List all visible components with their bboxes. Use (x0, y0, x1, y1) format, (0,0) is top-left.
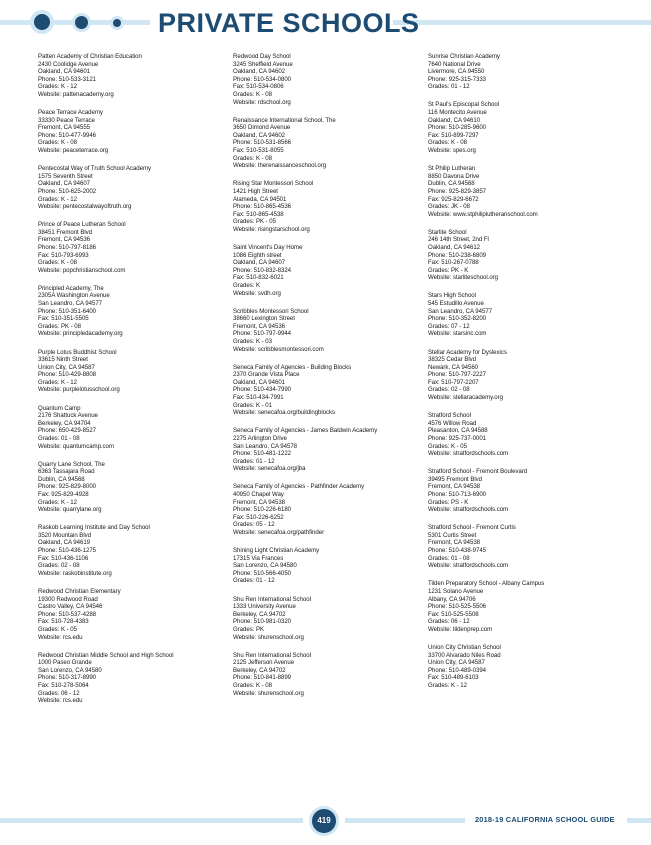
school-detail: Phone: 510-797-9944 (233, 330, 292, 338)
school-detail: Phone: 510-317-8990 (38, 674, 97, 682)
school-detail: 1421 High Street (233, 187, 278, 195)
school-detail: Dublin, CA 94568 (38, 475, 85, 483)
school-detail: 40950 Chapel Way (233, 491, 284, 498)
school-entry (38, 405, 228, 451)
school-detail: 38451 Fremont Blvd (38, 228, 92, 236)
school-detail: Grades: PS - K (428, 498, 469, 506)
school-entry (428, 165, 618, 218)
school-detail: Website: senecafoa.org/pathfinder (233, 528, 325, 536)
school-detail: 7640 National Drive (428, 60, 481, 68)
school-detail: Fremont, CA 94555 (38, 124, 90, 132)
school-name: Tilden Preparatory School - Albany Campus (428, 580, 545, 588)
school-detail: Grades: 02 - 08 (38, 562, 80, 570)
school-name: Stellar Academy for Dyslexics (428, 348, 507, 356)
school-detail: 545 Estudillo Avenue (428, 300, 484, 308)
school-detail: Oakland, CA 94619 (38, 539, 91, 547)
school-detail: Website: senecafoa.org/jba (233, 465, 306, 473)
school-detail: 6363 Tassajara Road (38, 468, 95, 476)
school-name: Starlite School (428, 228, 467, 236)
school-detail: Phone: 510-797-2227 (428, 371, 487, 379)
school-detail: Phone: 510-981-0320 (233, 618, 292, 626)
school-detail: Website: risingstarschool.org (233, 225, 310, 233)
school-detail: Fremont, CA 94536 (233, 322, 285, 330)
school-name: Raskob Learning Institute and Day School (38, 524, 150, 532)
school-detail: Fremont, CA 94538 (428, 483, 480, 491)
school-detail: Grades: K - 12 (38, 83, 77, 91)
school-detail: Phone: 925-315-7333 (428, 75, 487, 83)
school-detail: Grades: K - 03 (233, 338, 272, 345)
school-detail: Fax: 510-351-5505 (38, 315, 89, 323)
school-detail: 39495 Fremont Blvd (428, 475, 482, 483)
school-detail: Fax: 510-899-7297 (428, 131, 479, 139)
school-detail: Berkeley, CA 94702 (233, 610, 286, 618)
school-name: Quarry Lane School, The (38, 460, 105, 468)
school-detail: Website: rdschool.org (233, 98, 291, 106)
school-entry (428, 644, 618, 690)
school-entry (233, 180, 423, 233)
school-detail: Berkeley, CA 94704 (38, 419, 91, 427)
school-entry (233, 117, 423, 170)
school-entry (233, 547, 423, 585)
school-entry (428, 412, 618, 458)
school-entry (428, 229, 618, 282)
school-detail: 8850 Davona Drive (428, 172, 480, 180)
school-detail: 2125 Jefferson Avenue (233, 659, 295, 667)
school-detail: Oakland, CA 94607 (233, 259, 286, 267)
school-detail: 2305A Washington Avenue (38, 292, 110, 300)
school-detail: Phone: 510-625-2002 (38, 187, 97, 195)
school-detail: 2370 Grande Vista Place (233, 371, 300, 379)
decorative-dot-small (110, 16, 124, 30)
school-detail: Grades: K - 12 (428, 681, 467, 689)
school-detail: Grades: K - 08 (233, 681, 272, 689)
header-rule-right (393, 20, 651, 25)
school-detail: 33330 Peace Terrace (38, 116, 95, 124)
school-detail: Grades: K - 12 (38, 378, 77, 386)
school-column-2 (233, 53, 423, 708)
school-detail: 3245 Sheffield Avenue (233, 60, 293, 68)
footer-rule-right (345, 818, 465, 823)
school-detail: Fax: 510-278-5064 (38, 681, 89, 689)
school-name: Seneca Family of Agencies - James Baldwin Academy (233, 427, 378, 435)
school-detail: Website: rcs.edu (38, 633, 83, 641)
decorative-dot-large (30, 10, 54, 34)
school-detail: Phone: 510-285-9600 (428, 124, 487, 132)
school-name: Principled Academy, The (38, 284, 104, 292)
school-detail: Phone: 510-533-3121 (38, 75, 97, 83)
school-detail: Phone: 510-566-4050 (233, 569, 292, 577)
school-detail: Website: stratfordschools.com (428, 562, 509, 570)
school-entry (233, 244, 423, 297)
school-detail: Website: tildenprep.com (428, 625, 493, 633)
school-detail: 1333 University Avenue (233, 603, 296, 611)
school-detail: 5301 Curtis Street (428, 531, 477, 539)
school-entry (428, 53, 618, 91)
school-detail: 246 14th Street, 2nd Fl (428, 236, 489, 244)
school-detail: Website: stellaracademy.org (428, 394, 503, 402)
school-name: Renaissance International School, The (233, 116, 336, 124)
school-detail: Fax: 510-793-6993 (38, 251, 89, 259)
school-detail: Website: scribblesmontessori.com (233, 345, 324, 353)
school-detail: Grades: 06 - 12 (428, 618, 470, 626)
school-detail: Fax: 510-797-2207 (428, 378, 479, 386)
school-detail: 38660 Lexington Street (233, 315, 295, 323)
school-detail: 38325 Cedar Blvd (428, 356, 476, 364)
school-detail: Albany, CA 94706 (428, 595, 476, 603)
school-entry (233, 483, 423, 536)
school-detail: Oakland, CA 94601 (233, 378, 286, 386)
school-detail: Phone: 510-832-8324 (233, 266, 292, 274)
school-detail: Phone: 510-489-0394 (428, 666, 487, 674)
school-detail: Phone: 510-525-5506 (428, 603, 487, 611)
school-detail: Grades: 02 - 08 (428, 386, 470, 394)
school-detail: Phone: 510-537-4288 (38, 610, 97, 618)
school-entry (38, 524, 228, 577)
school-detail: Union City, CA 94587 (38, 363, 95, 371)
school-entry (428, 468, 618, 514)
school-detail: Website: quantumcamp.com (38, 442, 114, 450)
school-name: Seneca Family of Agencies - Pathfinder Academy (233, 483, 365, 491)
school-detail: Fax: 510-436-1106 (38, 554, 89, 562)
school-name: Saint Vincent's Day Home (233, 243, 303, 251)
school-detail: Phone: 510-534-0800 (233, 75, 292, 83)
school-detail: Fax: 510-728-4383 (38, 618, 89, 626)
school-name: St Philip Lutheran (428, 165, 476, 173)
school-detail: Website: rcs.edu (38, 697, 83, 705)
school-detail: 1575 Seventh Street (38, 172, 93, 180)
school-detail: Berkeley, CA 94702 (233, 666, 286, 674)
school-detail: Grades: JK - 08 (428, 203, 470, 211)
school-detail: Phone: 510-438-9745 (428, 547, 487, 555)
school-detail: Oakland, CA 94601 (38, 68, 91, 76)
school-detail: 1231 Solano Avenue (428, 587, 484, 595)
school-detail: 1000 Paseo Grande (38, 659, 92, 667)
school-name: Patten Academy of Christian Education (38, 53, 142, 60)
school-detail: Fax: 510-865-4538 (233, 210, 284, 218)
school-detail: Grades: PK - K (428, 266, 469, 274)
school-detail: Website: starliteschool.org (428, 274, 499, 282)
school-detail: Phone: 510-531-8566 (233, 139, 292, 147)
school-detail: Website: www.stphiliplutheranschool.com (428, 210, 538, 218)
school-name: Shining Light Christian Academy (233, 547, 320, 555)
school-detail: Fremont, CA 94536 (38, 236, 90, 244)
school-detail: 2176 Shattuck Avenue (38, 412, 98, 420)
school-entry (233, 53, 423, 106)
school-detail: Dublin, CA 94568 (428, 180, 475, 188)
school-entry (428, 101, 618, 154)
school-detail: Phone: 650-429-8527 (38, 427, 97, 435)
school-detail: Grades: 07 - 12 (428, 322, 470, 330)
school-detail: Grades: K - 08 (38, 139, 77, 147)
school-detail: 19300 Redwood Road (38, 595, 98, 603)
school-entry (38, 109, 228, 155)
school-detail: Grades: K - 08 (233, 154, 272, 162)
school-name: Scribbles Montessori School (233, 307, 309, 315)
school-detail: Phone: 925-829-8000 (38, 483, 97, 491)
school-name: Peace Terrace Academy (38, 109, 103, 117)
school-detail: Phone: 510-477-9946 (38, 131, 97, 139)
school-detail: Grades: 01 - 12 (428, 83, 470, 91)
school-detail: Grades: 06 - 12 (38, 689, 80, 697)
school-detail: Fax: 510-534-0806 (233, 83, 284, 91)
school-detail: Grades: K (233, 281, 260, 289)
school-name: Shu Ren International School (233, 595, 311, 603)
school-detail: Oakland, CA 94610 (428, 116, 481, 124)
page-number-badge: 419 (309, 806, 339, 836)
school-detail: Fremont, CA 94538 (233, 498, 285, 506)
school-detail: Fax: 510-434-7991 (233, 394, 284, 402)
school-detail: 2275 Arlington Drive (233, 434, 287, 442)
school-entry (233, 652, 423, 698)
school-detail: Website: quarrylane.org (38, 506, 102, 514)
school-entry (428, 349, 618, 402)
school-detail: Pleasanton, CA 94588 (428, 427, 488, 435)
school-detail: 1086 Eighth street (233, 251, 282, 259)
school-detail: Website: starsinc.com (428, 330, 487, 338)
school-detail: Website: popchristianschool.com (38, 266, 126, 274)
school-detail: Phone: 510-865-4536 (233, 203, 292, 211)
school-entry (38, 221, 228, 274)
school-detail: 3650 Dimond Avenue (233, 124, 291, 132)
school-entry (428, 292, 618, 338)
school-entry (38, 652, 228, 705)
school-detail: Phone: 510-429-8808 (38, 371, 97, 379)
school-detail: Website: pattenacademy.org (38, 90, 114, 98)
school-detail: Grades: K - 05 (38, 625, 77, 633)
school-detail: Fremont, CA 94538 (428, 539, 480, 547)
school-detail: Livermore, CA 94550 (428, 68, 485, 76)
school-detail: Grades: 01 - 08 (38, 434, 80, 442)
school-entry (233, 364, 423, 417)
school-detail: Phone: 510-436-1275 (38, 547, 97, 555)
school-detail: Website: shurenschool.org (233, 633, 304, 641)
school-name: Stars High School (428, 292, 476, 300)
school-detail: Phone: 925-829-3857 (428, 187, 487, 195)
school-detail: Website: svdh.org (233, 289, 281, 297)
school-name: Pentecostal Way of Truth School Academy (38, 165, 151, 173)
school-detail: Grades: 05 - 12 (233, 521, 275, 529)
school-detail: 33615 Ninth Street (38, 356, 88, 364)
school-name: Union City Christian School (428, 644, 501, 651)
school-detail: Phone: 510-434-7990 (233, 386, 292, 394)
school-name: Seneca Family of Agencies - Building Blocks (233, 363, 352, 371)
school-name: Redwood Day School (233, 53, 291, 60)
school-detail: San Leandro, CA 94577 (38, 300, 103, 308)
school-detail: Alameda, CA 94501 (233, 195, 287, 203)
school-detail: Fax: 510-525-5508 (428, 610, 479, 618)
school-entry (38, 461, 228, 514)
school-name: Quantum Camp (38, 404, 81, 412)
school-detail: Grades: PK (233, 625, 264, 633)
guide-title: 2018-19 CALIFORNIA SCHOOL GUIDE (475, 815, 615, 824)
school-detail: Fax: 510-531-8055 (233, 147, 284, 155)
school-detail: 17315 Via Frances (233, 554, 284, 562)
school-detail: Union City, CA 94587 (428, 659, 485, 667)
school-column-1 (38, 53, 228, 715)
school-entry (233, 308, 423, 354)
school-detail: Website: stratfordschools.com (428, 506, 509, 514)
school-detail: Website: principledacademy.org (38, 330, 123, 338)
school-detail: Grades: K - 05 (428, 442, 467, 450)
school-detail: Website: pentecostalwayoftruth.org (38, 203, 132, 211)
school-detail: Grades: K - 08 (38, 259, 77, 267)
school-name: Stratford School - Fremont Boulevard (428, 468, 528, 476)
school-detail: Fax: 925-829-6672 (428, 195, 479, 203)
school-name: Shu Ren International School (233, 651, 311, 659)
footer-rule-left (0, 818, 303, 823)
school-detail: Website: spes.org (428, 147, 476, 155)
school-detail: Fax: 510-226-6252 (233, 513, 284, 521)
school-detail: Website: shurenschool.org (233, 689, 304, 697)
school-detail: Website: therenaissanceschool.org (233, 162, 327, 170)
school-entry (428, 580, 618, 633)
school-detail: Grades: PK - 05 (233, 218, 276, 226)
school-detail: Grades: K - 08 (428, 139, 467, 147)
school-column-3 (428, 53, 618, 700)
school-detail: Grades: 01 - 12 (233, 577, 275, 585)
school-name: Stratford School (428, 412, 471, 420)
school-detail: Fax: 510-489-6103 (428, 674, 479, 682)
school-name: Purple Lotus Buddhist School (38, 348, 117, 356)
school-detail: Grades: 01 - 08 (428, 554, 470, 562)
school-detail: Fax: 925-829-4928 (38, 491, 89, 498)
page-title: PRIVATE SCHOOLS (158, 8, 420, 38)
school-detail: Phone: 510-351-6400 (38, 307, 97, 315)
school-detail: Grades: K - 12 (38, 195, 77, 203)
school-detail: Website: raskobinstitute.org (38, 569, 112, 577)
school-detail: Grades: 01 - 12 (233, 457, 275, 465)
school-detail: Grades: K - 01 (233, 401, 272, 409)
school-detail: Phone: 510-238-6809 (428, 251, 487, 259)
decorative-dot-medium (72, 13, 91, 32)
school-detail: Oakland, CA 94607 (38, 180, 91, 188)
school-detail: Phone: 510-226-6180 (233, 506, 292, 514)
school-detail: Phone: 510-841-8899 (233, 674, 292, 682)
school-detail: Website: senecafoa.org/buildingblocks (233, 409, 336, 417)
school-detail: Grades: K - 12 (38, 498, 77, 506)
school-detail: Grades: K - 08 (233, 90, 272, 98)
school-name: Sunrise Christian Academy (428, 53, 500, 60)
school-detail: San Lorenzo, CA 94580 (38, 666, 102, 674)
school-entry (38, 588, 228, 641)
school-detail: Phone: 510-481-1222 (233, 450, 292, 458)
school-name: St Paul's Episcopal School (428, 101, 499, 109)
school-detail: Oakland, CA 94612 (428, 243, 481, 251)
school-name: Rising Star Montessori School (233, 180, 314, 188)
school-detail: Oakland, CA 94602 (233, 68, 286, 76)
school-detail: 3520 Mountain Blvd (38, 531, 91, 539)
school-detail: 116 Montecito Avenue (428, 109, 487, 117)
school-detail: Oakland, CA 94602 (233, 131, 286, 139)
school-detail: Fax: 510-832-6021 (233, 274, 284, 282)
school-entry (38, 53, 228, 99)
school-detail: Phone: 925-737-0001 (428, 434, 487, 442)
school-detail: San Leandro, CA 94578 (233, 442, 298, 450)
footer-rule-far (627, 818, 651, 823)
school-detail: 4576 Willow Road (428, 419, 477, 427)
school-detail: Website: peaceterrace.org (38, 147, 109, 155)
school-detail: Castro Valley, CA 94546 (38, 603, 103, 611)
school-detail: San Lorenzo, CA 94580 (233, 562, 297, 570)
school-detail: Phone: 510-797-8186 (38, 243, 97, 251)
school-detail: Website: purplelotusschool.org (38, 386, 120, 394)
school-detail: Fax: 510-267-0788 (428, 259, 479, 267)
school-detail: Phone: 510-352-8200 (428, 315, 487, 323)
school-detail: Newark, CA 94560 (428, 363, 479, 371)
school-name: Redwood Christian Middle School and High School (38, 651, 174, 659)
school-name: Prince of Peace Lutheran School (38, 221, 126, 229)
school-entry (428, 524, 618, 570)
school-detail: 2430 Coolidge Avenue (38, 60, 99, 68)
school-name: Redwood Christian Elementary (38, 587, 121, 595)
school-entry (38, 165, 228, 211)
school-entry (233, 596, 423, 642)
school-detail: Phone: 510-713-6900 (428, 491, 487, 498)
school-name: Stratford School - Fremont Curtis (428, 524, 516, 532)
school-entry (38, 285, 228, 338)
school-detail: Website: stratfordschools.com (428, 450, 509, 458)
school-detail: Grades: PK - 08 (38, 322, 81, 330)
school-entry (233, 427, 423, 473)
school-detail: San Leandro, CA 94577 (428, 307, 493, 315)
school-detail: 33700 Alvarado Niles Road (428, 651, 501, 659)
school-entry (38, 349, 228, 395)
